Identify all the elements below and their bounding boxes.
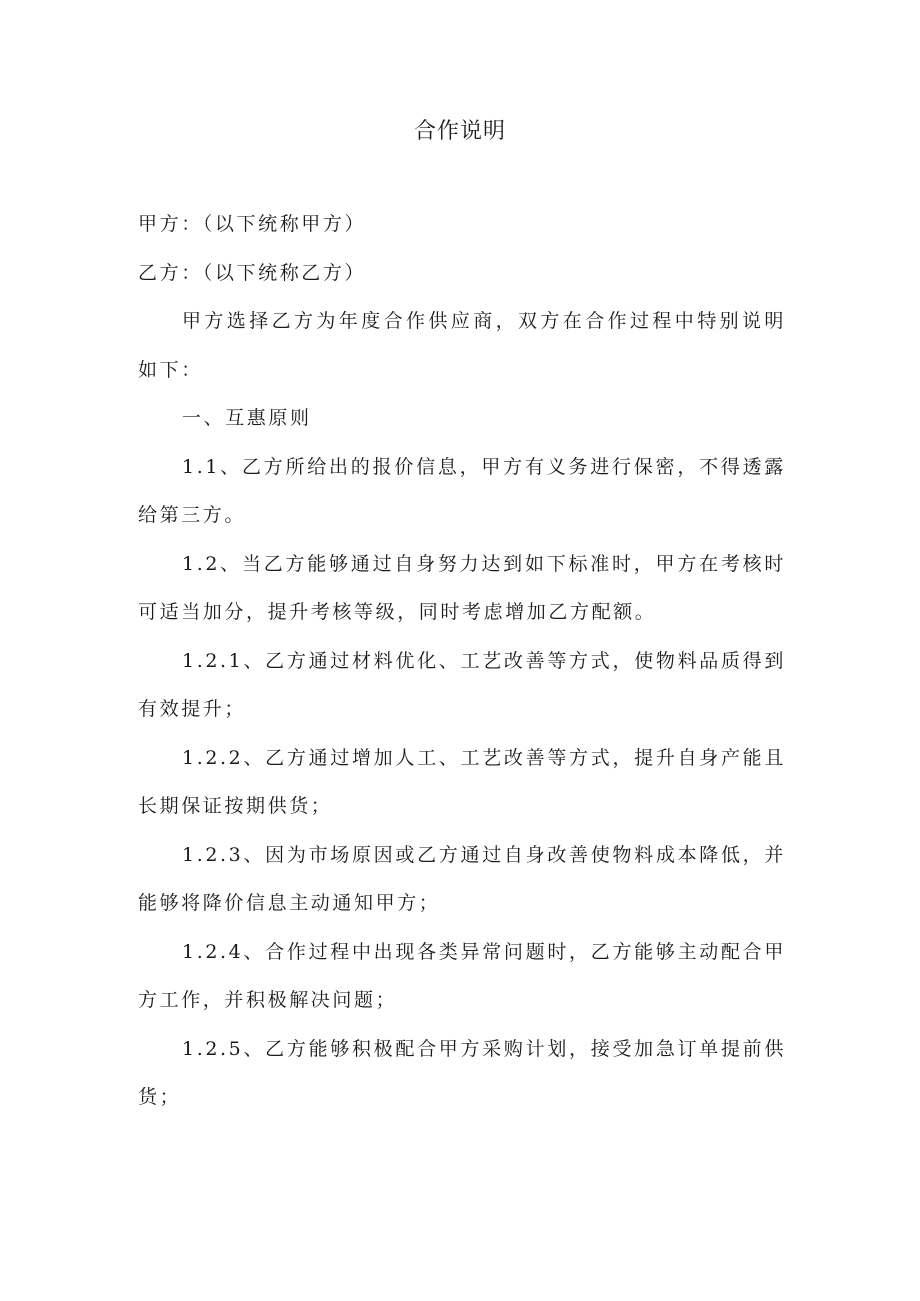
party-a-line: 甲方：（以下统称甲方） [138,213,367,235]
clause-1-2: 1.2、当乙方能够通过自身努力达到如下标准时，甲方在考核时可适当加分，提升考核等级，同时考虑增加乙方配额。 [138,552,786,623]
section-heading-mutual-benefit: 一、互惠原则 [182,407,312,429]
clause-1-1: 1.1、乙方所给出的报价信息，甲方有义务进行保密，不得透露给第三方。 [138,455,786,526]
clause-1-2-5: 1.2.5、乙方能够积极配合甲方采购计划，接受加急订单提前供货； [138,1037,786,1108]
document-title: 合作说明 [413,119,506,144]
clause-1-2-4: 1.2.4、合作过程中出现各类异常问题时，乙方能够主动配合甲方工作，并积极解决问题； [138,940,786,1011]
document-body [138,200,786,1122]
clause-1-2-2: 1.2.2、乙方通过增加人工、工艺改善等方式，提升自身产能且长期保证按期供货； [138,746,786,817]
party-b-line: 乙方：（以下统称乙方） [138,261,367,284]
intro-paragraph: 甲方选择乙方为年度合作供应商，双方在合作过程中特别说明如下： [138,310,786,381]
clause-1-2-1: 1.2.1、乙方通过材料优化、工艺改善等方式，使物料品质得到有效提升； [138,649,786,720]
clause-1-2-3: 1.2.3、因为市场原因或乙方通过自身改善使物料成本降低，并能够将降价信息主动通知甲方； [138,843,786,914]
